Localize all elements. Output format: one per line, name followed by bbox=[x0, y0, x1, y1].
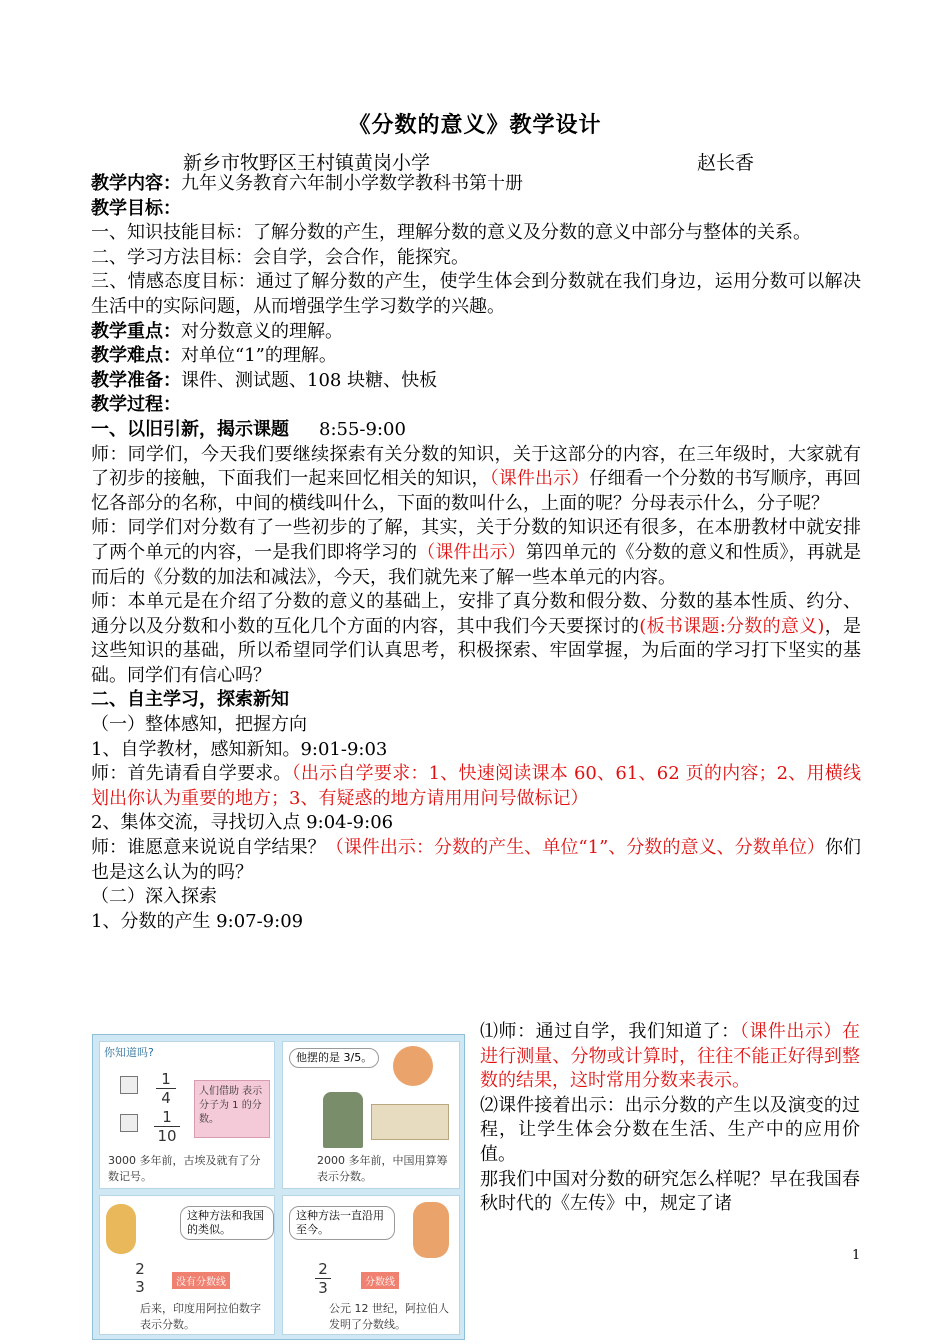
paragraph-1-text-b: 仔细看一个分数的书写顺序，再回忆各部分的名称，中间的横线叫什么，下面的数叫什么，上面的呢？分母表示什么，分子呢？ bbox=[91, 468, 862, 514]
paragraph-1-text: 师：同学们，今天我们要继续探索有关分数的知识，关于这部分的内容，在三年级时，大家就有了初步的接触，下面我们一起来回忆相关的知识， bbox=[91, 443, 861, 490]
scroll-icon bbox=[371, 1104, 449, 1140]
fraction-two-thirds: $\frac{2}{3}$ bbox=[315, 1260, 331, 1297]
caption-egypt: 3000 多年前，古埃及就有了分数记号。 bbox=[108, 1154, 261, 1183]
symbol-icon bbox=[120, 1076, 138, 1094]
subsection-1: （一）整体感知，把握方向 bbox=[91, 714, 307, 736]
difficulty-line bbox=[91, 344, 861, 369]
difficulty-text: 对单位“1”的理解。 bbox=[181, 345, 337, 367]
fraction-quarter: $\frac{1}{4}$ bbox=[156, 1070, 176, 1107]
item-2: 2、集体交流，寻找切入点 9:04-9:06 bbox=[91, 812, 394, 834]
paragraph-2-text: 师：同学们对分数有了一些初步的了解，其实，关于分数的知识还有很多，在本册教材中就安排了两个单元的内容，一是我们即将学习的 bbox=[91, 517, 861, 563]
content-text: 九年义务教育六年制小学数学教科书第十册 bbox=[181, 173, 523, 194]
goal-1: 一、知识技能目标：了解分数的产生，理解分数的意义及分数的意义中部分与整体的关系。 bbox=[91, 222, 811, 244]
subsection-2: （二）深入探索 bbox=[91, 886, 217, 908]
symbol-icon bbox=[120, 1114, 138, 1132]
paragraph-2 bbox=[91, 516, 861, 590]
tag-no-fraction-line: 没有分数线 bbox=[172, 1272, 230, 1289]
paragraph-3-text: 师：本单元是在介绍了分数的意义的基础上，安排了真分数和假分数、分数的基本性质、约分、通分以及分数和小数的互化几个方面的内容，其中我们今天要探讨的 bbox=[91, 591, 861, 637]
tag-fraction-line: 分数线 bbox=[361, 1272, 399, 1289]
paragraph-5 bbox=[91, 836, 861, 885]
paragraph-3 bbox=[91, 590, 861, 688]
speech-bubble: 这种方法一直沿用至今。 bbox=[289, 1206, 395, 1240]
section-1-title: 一、以旧引新，揭示课题 bbox=[91, 418, 289, 440]
paragraph-1 bbox=[91, 443, 861, 517]
section-1-time: 8:55-9:00 bbox=[319, 418, 406, 440]
caption-india: 后来，印度用阿拉伯数字表示分数。 bbox=[140, 1302, 261, 1331]
paragraph-2-red: （课件出示） bbox=[417, 541, 526, 563]
panel-egypt bbox=[99, 1041, 275, 1189]
paragraph-3-text-b: ，是这些知识的基础，所以希望同学们认真思考，积极探索、牢固掌握，为后面的学习打下坚实的基础。同学们有信心吗？ bbox=[91, 615, 862, 686]
goal-3: 三、情感态度目标：通过了解分数的产生，使学生体会到分数就在我们身边，运用分数可以解决生活中的实际问题，从而增强学生学习数学的兴趣。 bbox=[91, 271, 861, 317]
key-line bbox=[91, 320, 861, 345]
fraction-two-thirds-plain: 2 3 bbox=[135, 1260, 145, 1296]
prep-line bbox=[91, 369, 861, 394]
content-label: 教学内容： bbox=[91, 173, 181, 194]
side-paragraph-1-red: （课件出示）在进行测量、分物或计算时，往往不能正好得到整数的结果，这时常用分数来表示。 bbox=[480, 1021, 861, 1092]
prep-label: 教学准备： bbox=[91, 369, 181, 391]
side-paragraph-3: 那我们中国对分数的研究怎么样呢？早在我国春秋时代的《左传》中，规定了诸 bbox=[480, 1168, 860, 1215]
section-1-heading bbox=[91, 418, 861, 443]
main-text bbox=[91, 172, 861, 934]
school-name: 新乡市牧野区王村镇黄岗小学 bbox=[183, 152, 431, 174]
section-2-title: 二、自主学习，探索新知 bbox=[91, 689, 289, 711]
paragraph-5-text: 师：谁愿意来说说自学结果？ bbox=[91, 837, 326, 859]
scholar-icon bbox=[323, 1092, 363, 1148]
side-paragraph-1-text: ⑴师：通过自学，我们知道了： bbox=[480, 1021, 740, 1042]
item-3: 1、分数的产生 9:07-9:09 bbox=[91, 910, 304, 932]
paragraph-4 bbox=[91, 762, 861, 811]
goals-label: 教学目标： bbox=[91, 197, 181, 219]
paragraph-5-red: （课件出示：分数的产生、单位“1”、分数的意义、分数单位） bbox=[325, 837, 825, 859]
note-card: 人们借助 表示分子为 1 的分数。 bbox=[194, 1080, 270, 1138]
character-icon bbox=[393, 1046, 433, 1086]
paragraph-4-red: （出示自学要求：1、快速阅读课本 60、61、62 页的内容；2、用横线划出你认为重要的地方；3、有疑惑的地方请用用问号做标记） bbox=[91, 763, 862, 809]
panel-header: 你知道吗? bbox=[104, 1046, 154, 1059]
difficulty-label: 教学难点： bbox=[91, 345, 181, 367]
paragraph-2-text-b: 第四单元的《分数的意义和性质》，再就是而后的《分数的加法和减法》，今天，我们就先来了解一些本单元的内容。 bbox=[91, 541, 862, 588]
side-text bbox=[480, 1020, 860, 1217]
panel-china bbox=[282, 1041, 460, 1189]
paragraph-5-text-b: 你们也是这么认为的吗？ bbox=[91, 837, 862, 883]
item-1: 1、自学教材，感知新知。9:01-9:03 bbox=[91, 738, 388, 760]
side-paragraph-2: ⑵课件接着出示：出示分数的产生以及演变的过程，让学生体会分数在生活、生产中的应用价值。 bbox=[480, 1094, 860, 1165]
paragraph-4-text: 师：首先请看自学要求。 bbox=[91, 763, 292, 785]
paragraph-1-red: （课件出示） bbox=[489, 468, 590, 490]
goal-2: 二、学习方法目标：会自学，会合作，能探究。 bbox=[91, 246, 469, 268]
prep-text: 课件、测试题、108 块糖、快板 bbox=[181, 369, 438, 391]
character-icon bbox=[106, 1204, 136, 1254]
process-label: 教学过程： bbox=[91, 394, 181, 416]
key-label: 教学重点： bbox=[91, 320, 181, 342]
key-text: 对分数意义的理解。 bbox=[181, 320, 343, 342]
fraction-tenth: $\frac{1}{10}$ bbox=[154, 1108, 180, 1145]
textbook-illustration bbox=[92, 1034, 465, 1340]
author-name: 赵长香 bbox=[697, 152, 755, 174]
content-line bbox=[91, 172, 861, 197]
page-number: 1 bbox=[852, 1248, 861, 1263]
panel-arab bbox=[282, 1195, 460, 1335]
character-icon bbox=[413, 1202, 449, 1258]
caption-china: 2000 多年前，中国用算筹表示分数。 bbox=[317, 1154, 448, 1183]
side-paragraph-1 bbox=[480, 1020, 860, 1094]
paragraph-3-red: (板书课题:分数的意义) bbox=[639, 615, 825, 637]
speech-bubble: 他摆的是 3/5。 bbox=[289, 1048, 379, 1068]
page-title: 《分数的意义》教学设计 bbox=[348, 112, 602, 138]
caption-arab: 公元 12 世纪，阿拉伯人发明了分数线。 bbox=[329, 1302, 449, 1331]
panel-india bbox=[99, 1195, 275, 1335]
speech-bubble: 这种方法和我国的类似。 bbox=[180, 1206, 274, 1240]
